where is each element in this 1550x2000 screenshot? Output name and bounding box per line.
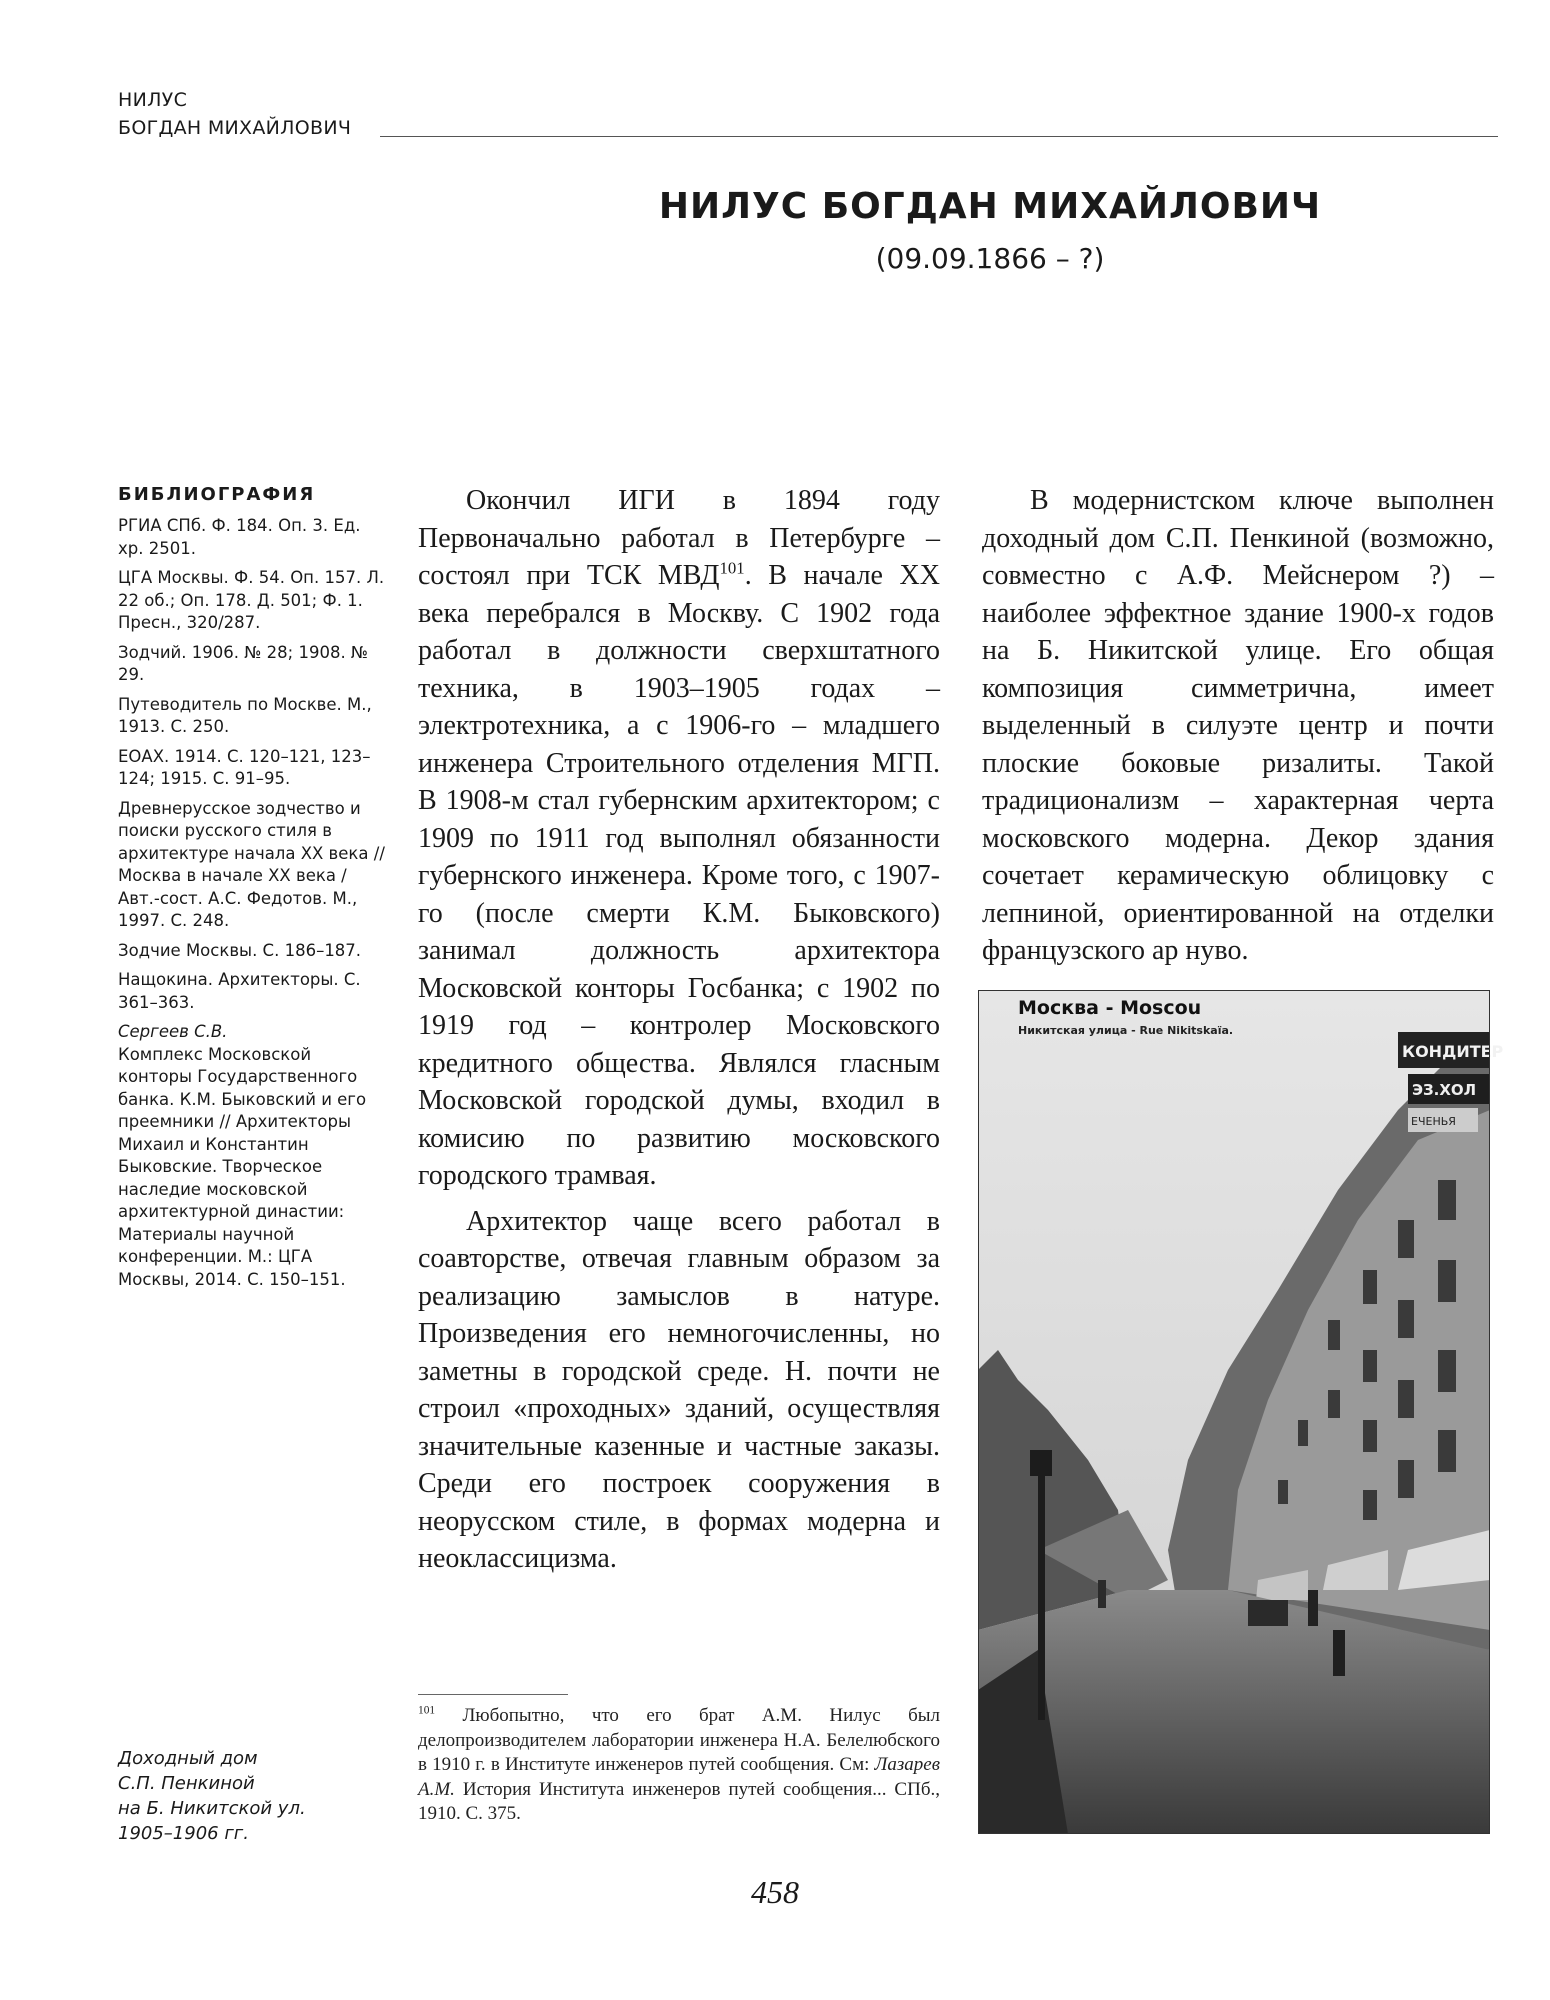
historic-street-photo — [978, 990, 1504, 1834]
bibliography-item: Путеводитель по Москве. М., 1913. С. 250. — [118, 694, 372, 736]
photo-caption — [118, 1746, 378, 1846]
pedestrian — [1098, 1580, 1106, 1608]
postcard-subtitle: Никитская улица - Rue Nikitskaïa. — [1018, 1024, 1234, 1037]
bibliography-item: Древнерусское зодчество и поиски русского стиля в архитектуре начала XX века // Москва в начале XX века / Авт.-сост. А.С. Федотов. М., 1997. С. 248. — [118, 798, 385, 930]
right-paragraph-1: В модернистском ключе выполнен доходный дом С.П. Пенкиной (возможно, совместно с А.Ф. Мейснером ?) – наиболее эффектное здание 1900-х годов на Б. Никитской улице. Его общая композиция симметрична, имеет выделенный в силуэте центр и почти плоские боковые ризалиты. Такой традиционализм – характерная черта московского модерна. Декор здания сочетает керамическую облицовку с лепниной, ориентированной на отделки французского ар нуво. — [982, 485, 1494, 966]
bibliography — [118, 484, 388, 1298]
caption-line: С.П. Пенкиной — [118, 1773, 255, 1794]
bibliography-item: ЕОАХ. 1914. С. 120–121, 123–124; 1915. С. 91–95. — [118, 746, 371, 788]
running-header-line-1: НИЛУС — [118, 89, 188, 111]
bibliography-item: ЦГА Москвы. Ф. 54. Оп. 157. Л. 22 об.; Оп. 178. Д. 501; Ф. 1. Пресн., 320/287. — [118, 568, 385, 632]
page-number: 458 — [751, 1874, 799, 1910]
paragraph-text: . В начале XX века перебрался в Москву. С 1902 года работал в должности сверхштатного техника, в 1903–1905 годах – электротехника, а с 1906-го – младшего инженера Строительного отделения МГП. В 1908-м стал губернским архитектором; с 1909 по 1911 год выполнял обязанности губернского инженера. Кроме того, с 1907-го (после смерти К.М. Быковского) занимал должность архитектора Московской конторы Госбанка; с 1902 по 1919 год – контролер Московского кредитного общества. Являлся гласным Московской городской думы, входил в комисию по развитию московского городского трамвая. — [418, 560, 940, 1191]
footnote-rule — [418, 1694, 568, 1695]
caption-line: 1905–1906 гг. — [118, 1823, 249, 1844]
footnote-text: История Института инженеров путей сообщения... СПб., 1910. С. 375. — [418, 1778, 940, 1824]
running-header-line-2: БОГДАН МИХАЙЛОВИЧ — [118, 117, 352, 139]
header-rule — [380, 136, 1498, 137]
shop-sign-1 — [1398, 1032, 1504, 1068]
bibliography-heading: БИБЛИОГРАФИЯ — [118, 484, 316, 505]
shop-sign-3 — [1408, 1108, 1478, 1132]
main-text-column — [418, 482, 940, 1586]
running-header — [118, 86, 1498, 142]
bibliography-item: Зодчий. 1906. № 28; 1908. № 29. — [118, 642, 369, 684]
footnote-author: Лазарев А.М. — [418, 1754, 940, 1800]
bibliography-item: Зодчие Москвы. С. 186–187. — [118, 940, 362, 960]
pedestrian — [1308, 1590, 1318, 1626]
paragraph-text: Окончил ИГИ в 1894 году Первоначально работал в Петербурге – состоял при ТСК МВД — [418, 485, 940, 591]
page-title: НИЛУС БОГДАН МИХАЙЛОВИЧ — [658, 186, 1322, 227]
footnote — [418, 1704, 940, 1827]
shop-sign-2 — [1408, 1074, 1490, 1104]
life-dates: (09.09.1866 – ?) — [875, 242, 1105, 275]
footnote-text: Любопытно, что его брат А.М. Нилус был делопроизводителем лаборатории инженера Н.А. Белелюбского в 1910 г. в Институте инженеров путей сообщения. См: — [418, 1705, 940, 1775]
lamp-head — [1030, 1450, 1052, 1476]
postcard-title: Москва - Moscou — [1018, 997, 1202, 1019]
caption-line: Доходный дом — [118, 1748, 258, 1769]
carriage — [1248, 1600, 1288, 1626]
shop-sign-1-text: КОНДИТЕР — [1402, 1042, 1504, 1061]
footnote-number: 101 — [418, 1704, 436, 1717]
bibliography-item-last — [118, 1021, 388, 1291]
shop-sign-3-text: ЕЧЕНЬЯ — [1411, 1115, 1456, 1128]
main-paragraph-2: Архитектор чаще всего работал в соавторстве, отвечая главным образом за реализацию замыслов в натуре. Произведения его немногочисленны, но заметны в городской среде. Н. почти не строил «проходных» зданий, осуществляя значительные казенные и частные заказы. Среди его построек сооружения в неорусском стиле, в формах модерна и неоклассицизма. — [418, 1205, 940, 1574]
bibliography-item: Нащокина. Архитекторы. С. 361–363. — [118, 970, 361, 1012]
bibliography-item: РГИА СПб. Ф. 184. Оп. 3. Ед. хр. 2501. — [118, 516, 361, 558]
street-photo-illustration — [978, 990, 1504, 1834]
caption-line: на Б. Никитской ул. — [118, 1798, 306, 1819]
shop-sign-2-text: ЭЗ.ХОЛ — [1412, 1081, 1477, 1099]
right-text-column — [982, 482, 1494, 970]
pedestrian — [1333, 1630, 1345, 1676]
main-paragraph-1 — [418, 482, 940, 1195]
bibliography-author: Сергеев С.В. — [118, 1022, 228, 1041]
bibliography-item-text: Комплекс Московской конторы Государственного банка. К.М. Быковский и его преемники // Архитекторы Михаил и Константин Быковские. Творческое наследие московской архитектурной династии: Материалы научной конференции. М.: ЦГА Москвы, 2014. С. 150–151. — [118, 1044, 367, 1289]
lamp-post — [1038, 1470, 1045, 1720]
footnote-ref[interactable]: 101 — [719, 558, 745, 578]
